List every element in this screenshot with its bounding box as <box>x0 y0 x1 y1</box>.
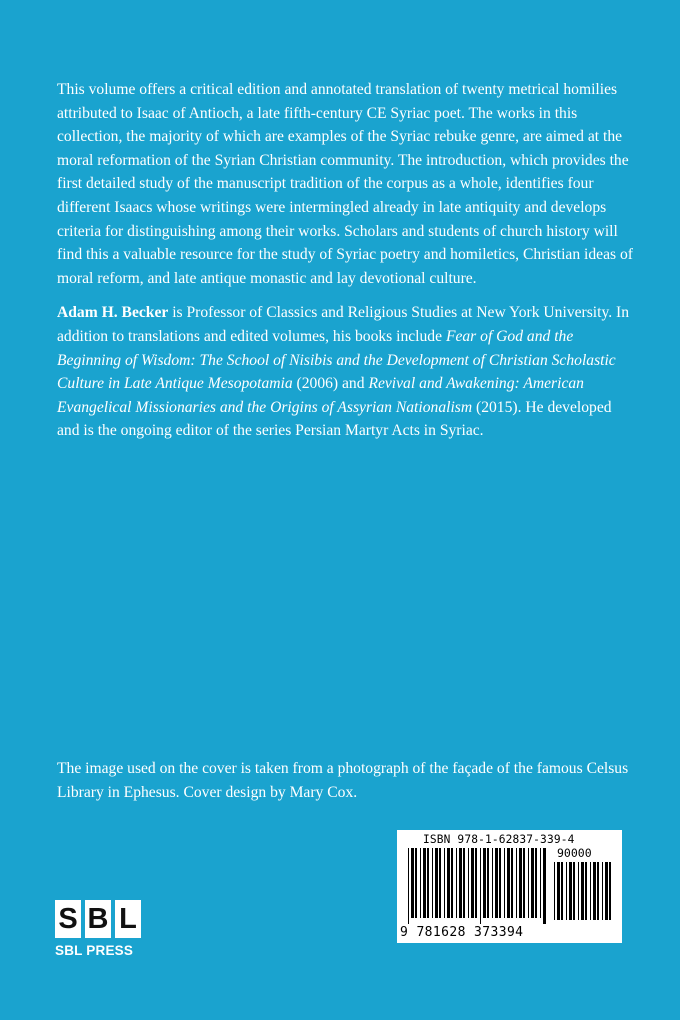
barcode-bar <box>593 862 596 920</box>
barcode-bar <box>554 862 555 920</box>
barcode-bar <box>540 848 541 918</box>
barcode-bar <box>451 848 453 918</box>
barcode-bar <box>432 848 433 918</box>
barcode-bar <box>435 848 438 918</box>
author-bio <box>57 301 635 443</box>
barcode-bar <box>519 848 522 918</box>
barcode-bar <box>511 848 513 918</box>
barcode-bar <box>487 848 489 918</box>
barcode-bar <box>456 848 457 918</box>
barcode-bar <box>590 862 591 920</box>
barcode-bar <box>581 862 584 920</box>
barcode-bar <box>561 862 563 920</box>
barcode-bar <box>471 848 474 918</box>
barcode-bar <box>475 848 477 918</box>
price-addon-digits: 90000 <box>557 846 592 860</box>
logo-letter-b: B <box>85 900 111 938</box>
barcode-bar <box>569 862 572 920</box>
barcode-bar <box>427 848 429 918</box>
barcode-bar <box>609 862 611 920</box>
addon-barcode-bars <box>554 862 614 922</box>
barcode-bar <box>499 848 501 918</box>
logo-letter-s: S <box>55 900 81 938</box>
barcode-bar <box>420 848 421 918</box>
barcode-bar <box>480 848 481 924</box>
barcode-bar <box>535 848 537 918</box>
author-bio-text-3: (2015). He developed and is the ongoing editor of the series Persian Martyr Acts in Syriac. <box>57 398 612 440</box>
barcode-bar <box>602 862 603 920</box>
ean-digits: 9 781628 373394 <box>400 925 524 940</box>
sbl-press-logo <box>55 900 143 958</box>
barcode-bar <box>531 848 534 918</box>
barcode-bar <box>447 848 450 918</box>
barcode-bar <box>516 848 517 918</box>
barcode-bar <box>605 862 608 920</box>
barcode-bar <box>585 862 587 920</box>
logo-letter-l: L <box>115 900 141 938</box>
barcode-bar <box>597 862 599 920</box>
barcode-bar <box>483 848 486 918</box>
barcode-bar <box>578 862 579 920</box>
barcode-bar <box>408 848 409 924</box>
barcode-bar <box>573 862 575 920</box>
barcode-bar <box>439 848 441 918</box>
barcode-bar <box>523 848 525 918</box>
press-name: SBL PRESS <box>55 943 134 958</box>
barcode-bar <box>495 848 498 918</box>
cover-credit: The image used on the cover is taken from a photograph of the façade of the famous Celsus Library in Ephesus. Cover design by Mary Cox. <box>57 760 629 801</box>
book-title-2: Revival and Awakening: American Evangelical Missionaries and the Origins of Assyrian Nationalism <box>57 375 584 416</box>
barcode-bar <box>423 848 426 918</box>
barcode-bar <box>459 848 462 918</box>
isbn-barcode <box>397 830 622 943</box>
barcode-bar <box>504 848 505 918</box>
barcode-bar <box>528 848 529 918</box>
barcode-bar <box>411 848 414 918</box>
barcode-bar <box>463 848 465 918</box>
book-title-1: Fear of God and the Beginning of Wisdom: The School of Nisibis and the Development of Christian Scholastic Culture in Late Antique Mesopotamia <box>57 327 616 393</box>
barcode-bar <box>492 848 493 918</box>
barcode-bar <box>507 848 510 918</box>
barcode-bar <box>557 862 560 920</box>
ean-barcode-bars <box>408 848 548 924</box>
isbn-label: ISBN 978-1-62837-339-4 <box>423 833 575 846</box>
barcode-bar <box>566 862 567 920</box>
blurb <box>57 78 635 443</box>
author-bio-text: is Professor of Classics and Religious Studies at New York University. In addition to translations and edited volumes, his books include <box>57 304 630 345</box>
barcode-bar <box>415 848 417 918</box>
sbl-logo-letters <box>55 900 143 938</box>
barcode-bar <box>444 848 445 918</box>
book-description: This volume offers a critical edition and annotated translation of twenty metrical homilies attributed to Isaac of Antioch, a late fifth-century CE Syriac poet. The works in this collection, the majority of which are examples of the Syriac rebuke genre, are aimed at the moral reformation of the Syrian Christian community. The introduction, which provides the first detailed study of the manuscript tradition of the corpus as a whole, identifies four different Isaacs whose writings were intermingled already in late antiquity and develops criteria for distinguishing among their works. Scholars and students of church history will find this a valuable resource for the study of Syriac poetry and homiletics, Christian ideas of moral reform, and late antique monastic and lay devotional culture. <box>57 81 633 287</box>
barcode-bar <box>468 848 469 918</box>
barcode-bar <box>543 848 546 924</box>
author-name: Adam H. Becker <box>57 304 169 322</box>
author-bio-text-2: (2006) and <box>292 375 369 393</box>
